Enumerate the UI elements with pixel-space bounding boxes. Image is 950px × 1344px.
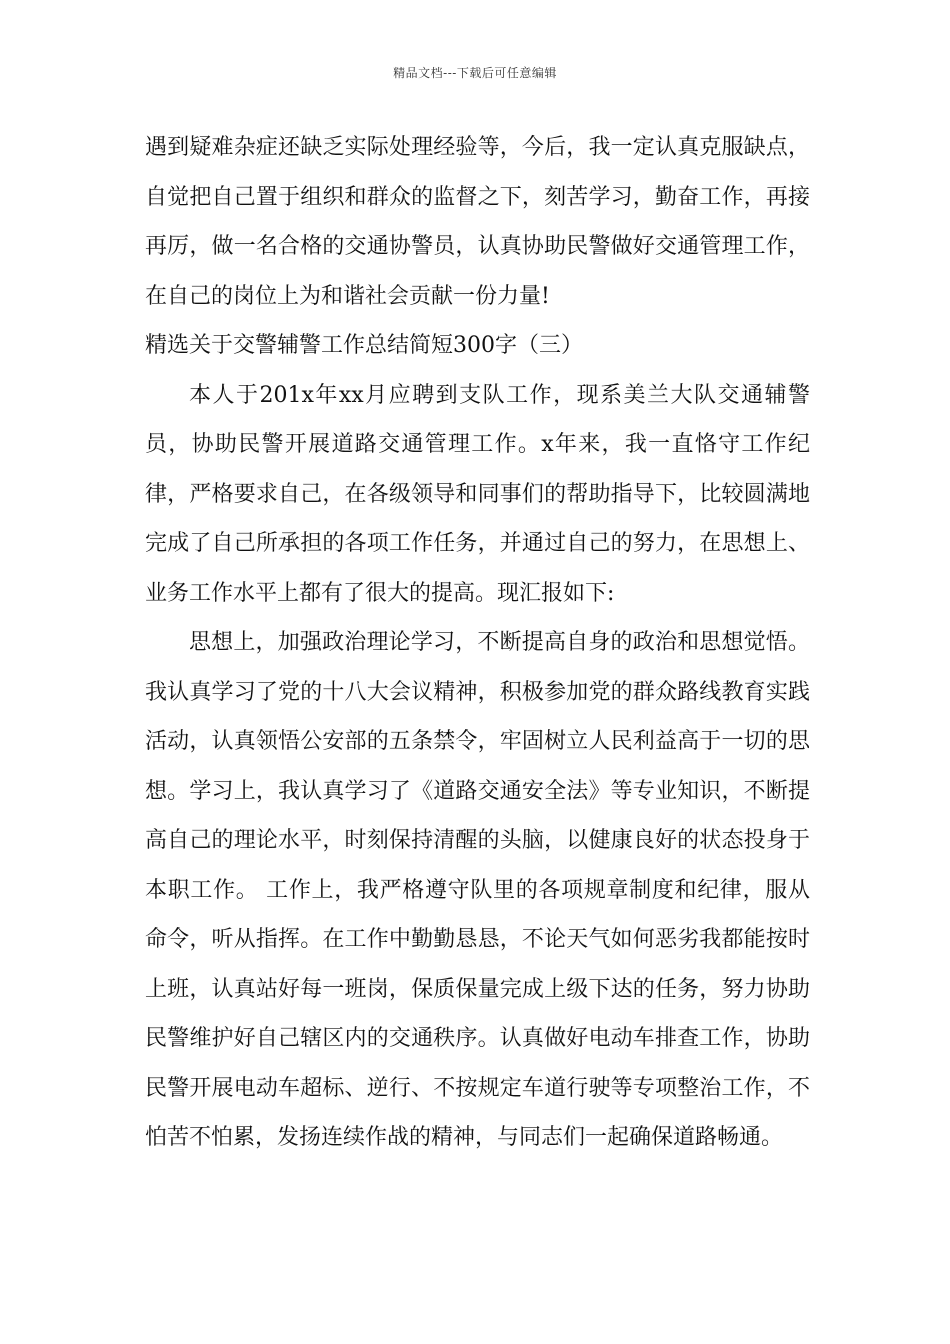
paragraph-work: 思想上，加强政治理论学习，不断提高自身的政治和思想觉悟。我认真学习了党的十八大会议精神，积极参加党的群众路线教育实践活动，认真领悟公安部的五条禁令，牢固树立人民利益高于一切的思想。学习上，我认真学习了《道路交通安全法》等专业知识，不断提高自己的理论水平，时刻保持清醒的头脑，以健康良好的状态投身于本职工作。 工作上，我严格遵守队里的各项规章制度和纪律，服从命令，听从指挥。在工作中勤勤恳恳，不论天气如何恶劣我都能按时上班，认真站好每一班岗，保质保量完成上级下达的任务，努力协助民警维护好自己辖区内的交通秩序。认真做好电动车排查工作，协助民警开展电动车超标、逆行、不按规定车道行驶等专项整治工作，不怕苦不怕累，发扬连续作战的精神，与同志们一起确保道路畅通。 xyxy=(145,630,810,1150)
paragraph-intro: 本人于201x年xx月应聘到支队工作，现系美兰大队交通辅警员，协助民警开展道路交通管理工作。x年来，我一直恪守工作纪律，严格要求自己，在各级领导和同事们的帮助指导下，比较圆满地完成了自己所承担的各项工作任务，并通过自己的努力，在思想上、业务工作水平上都有了很大的提高。现汇报如下: xyxy=(145,382,810,606)
paragraph-continuation: 遇到疑难杂症还缺乏实际处理经验等，今后，我一定认真克服缺点，自觉把自己置于组织和群众的监督之下，刻苦学习，勤奋工作，再接再厉，做一名合格的交通协警员，认真协助民警做好交通管理工作，在自己的岗位上为和谐社会贡献一份力量! xyxy=(145,135,810,309)
section-heading: 精选关于交警辅警工作总结简短300字（三） xyxy=(145,333,583,358)
document-body xyxy=(145,123,810,1163)
page-header: 精品文档---下载后可任意编辑 xyxy=(393,66,557,80)
